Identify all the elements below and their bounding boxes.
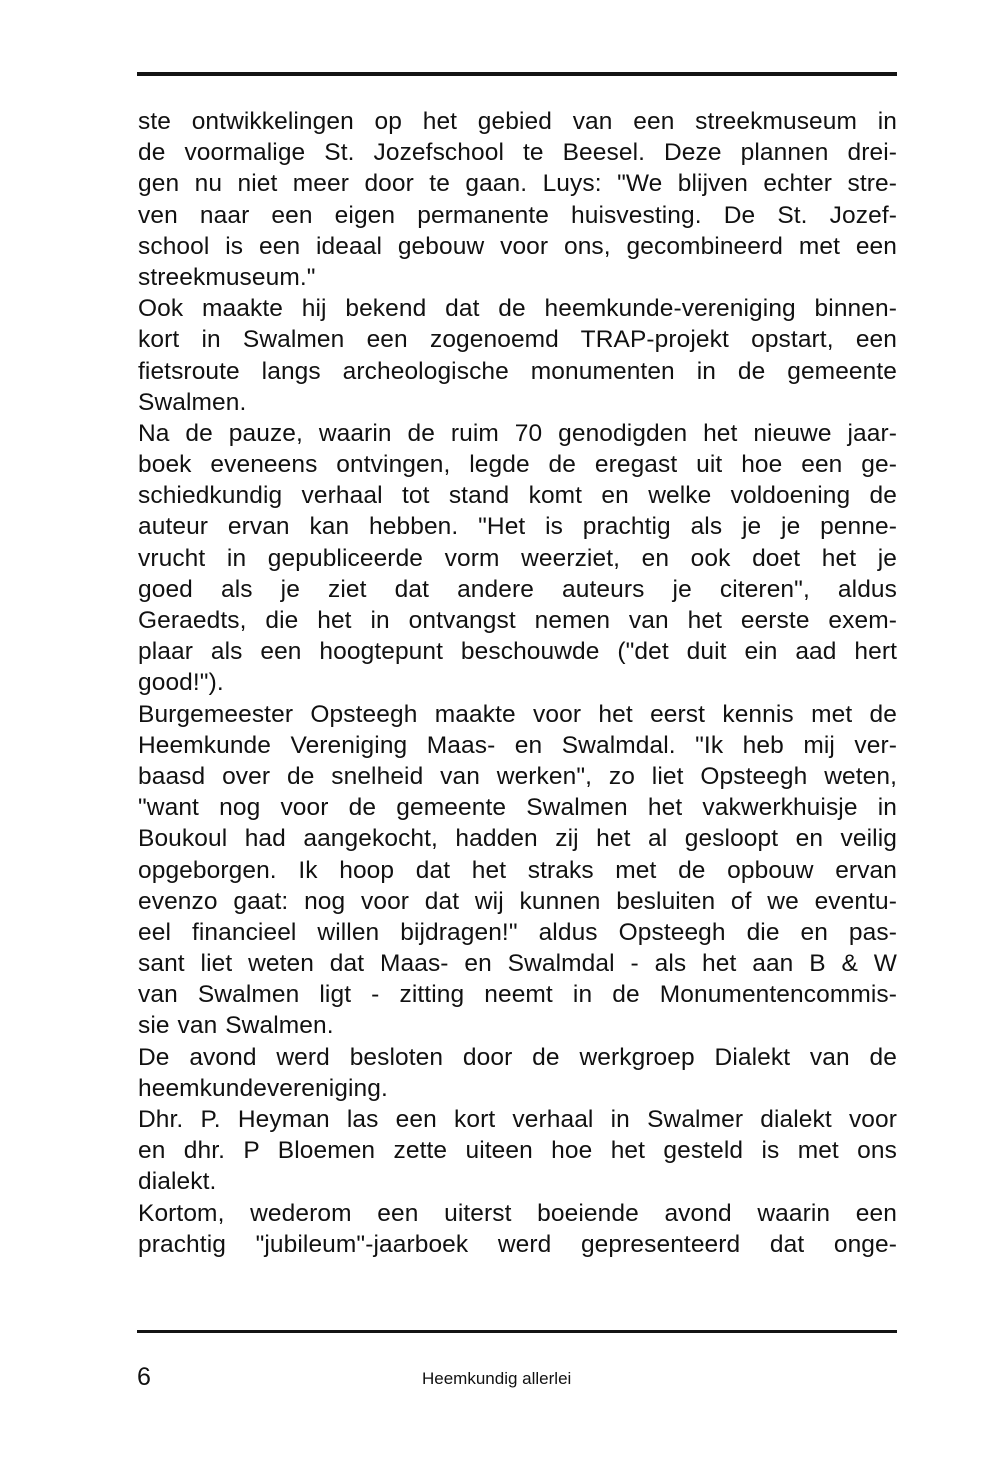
text-line: good!"). <box>138 669 224 697</box>
text-line: sie van Swalmen. <box>138 1012 334 1040</box>
text-line: "want nog voor de gemeente Swalmen het vakwerkhuisje in <box>138 794 897 822</box>
text-line: Na de pauze, waarin de ruim 70 genodigden het nieuwe jaar- <box>138 419 897 447</box>
paragraph <box>138 106 897 293</box>
text-line: Dhr. P. Heyman las een kort verhaal in Swalmer dialekt voor <box>138 1106 897 1133</box>
paragraph <box>138 699 897 1042</box>
page-number: 6 <box>137 1363 151 1391</box>
text-line: ven naar een eigen permanente huisvesting. De St. Jozef- <box>138 201 897 229</box>
paragraph <box>138 1042 897 1104</box>
running-title: Heemkundig allerlei <box>422 1369 572 1388</box>
paragraph <box>138 1104 897 1198</box>
paragraph <box>138 293 897 418</box>
text-line: prachtig "jubileum"-jaarboek werd gepresenteerd dat onge- <box>138 1230 897 1258</box>
text-line: boek eveneens ontvingen, legde de eregast uit hoe een ge- <box>138 451 897 479</box>
bottom-rule <box>137 1330 897 1333</box>
text-line: heemkundevereniging. <box>138 1074 388 1102</box>
text-line: vrucht in gepubliceerde vorm weerziet, en ook doet het je <box>138 544 897 572</box>
text-line: goed als je ziet dat andere auteurs je citeren", aldus <box>138 575 897 603</box>
page-footer <box>137 1363 897 1393</box>
top-rule <box>137 72 897 76</box>
text-line: Swalmen. <box>138 388 247 416</box>
text-line: Heemkunde Vereniging Maas- en Swalmdal. "Ik heb mij ver- <box>138 731 897 759</box>
text-line: plaar als een hoogtepunt beschouwde ("det duit ein aad hert <box>138 638 897 666</box>
text-line: ste ontwikkelingen op het gebied van een streekmuseum in <box>138 108 897 135</box>
text-line: Burgemeester Opsteegh maakte voor het eerst kennis met de <box>138 700 897 728</box>
text-line: en dhr. P Bloemen zette uiteen hoe het gesteld is met ons <box>138 1137 897 1165</box>
text-line: De avond werd besloten door de werkgroep Dialekt van de <box>138 1043 897 1071</box>
text-line: dialekt. <box>138 1168 217 1196</box>
paragraph <box>138 418 897 699</box>
text-line: sant liet weten dat Maas- en Swalmdal - als het aan B & W <box>138 950 897 978</box>
text-line: van Swalmen ligt - zitting neemt in de Monumentencommis- <box>138 981 897 1009</box>
text-line: de voormalige St. Jozefschool te Beesel. Deze plannen drei- <box>138 139 897 167</box>
text-line: eel financieel willen bijdragen!" aldus Opsteegh die en pas- <box>138 918 897 946</box>
text-line: schiedkundig verhaal tot stand komt en welke voldoening de <box>138 482 897 510</box>
text-line: Ook maakte hij bekend dat de heemkunde-vereniging binnen- <box>138 295 897 323</box>
text-line: school is een ideaal gebouw voor ons, gecombineerd met een <box>138 232 897 260</box>
body-text <box>138 106 897 1260</box>
text-line: auteur ervan kan hebben. "Het is prachtig als je je penne- <box>138 513 897 541</box>
text-line: kort in Swalmen een zogenoemd TRAP-projekt opstart, een <box>138 326 897 354</box>
text-line: baasd over de snelheid van werken", zo liet Opsteegh weten, <box>138 762 897 790</box>
text-line: Kortom, wederom een uiterst boeiende avond waarin een <box>138 1199 897 1227</box>
text-line: evenzo gaat: nog voor dat wij kunnen besluiten of we eventu- <box>138 887 897 915</box>
text-line: gen nu niet meer door te gaan. Luys: "We blijven echter stre- <box>138 170 897 198</box>
text-line: opgeborgen. Ik hoop dat het straks met de opbouw ervan <box>138 856 897 884</box>
text-line: streekmuseum." <box>138 263 316 291</box>
text-line: Geraedts, die het in ontvangst nemen van het eerste exem- <box>138 607 897 634</box>
text-line: Boukoul had aangekocht, hadden zij het al gesloopt en veilig <box>138 825 897 853</box>
paragraph <box>138 1198 897 1260</box>
text-line: fietsroute langs archeologische monumenten in de gemeente <box>138 357 897 385</box>
